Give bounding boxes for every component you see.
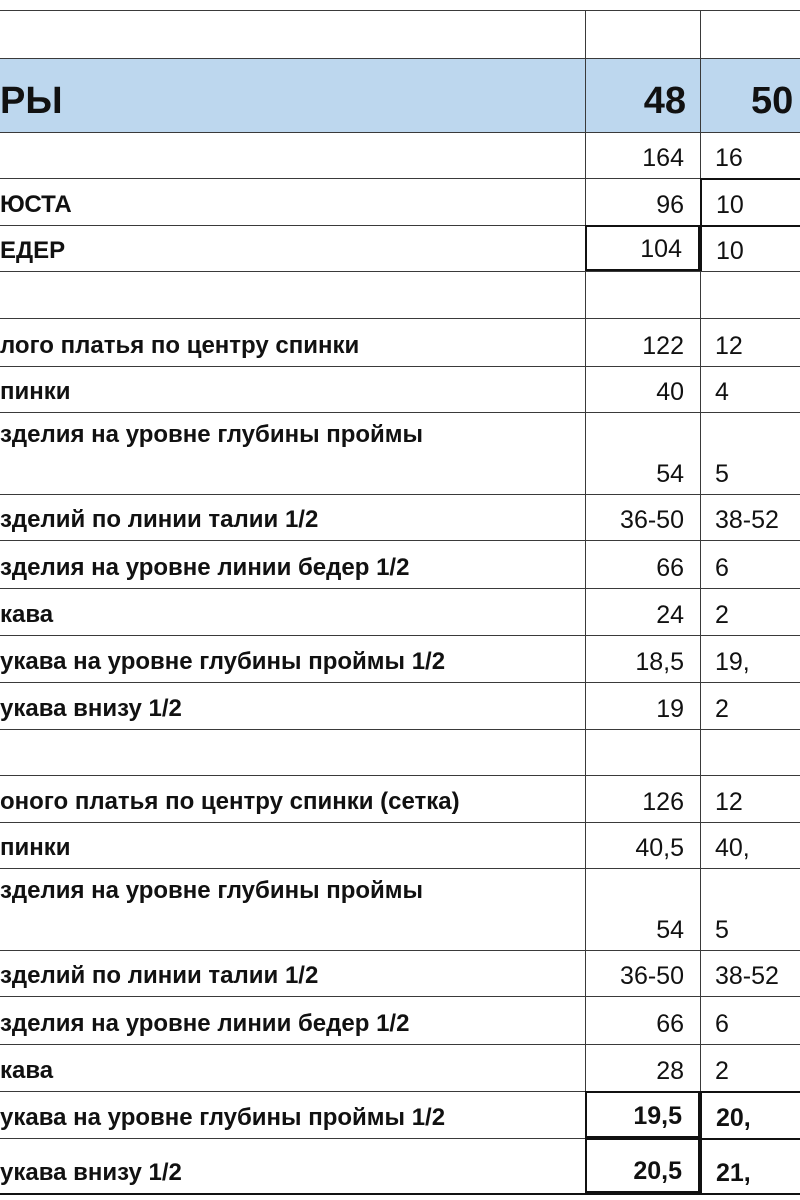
size-48-value: 24 <box>656 601 684 629</box>
size-50-cell <box>700 950 800 996</box>
size-48-value: 40,5 <box>635 834 684 862</box>
size-48-cell <box>585 494 700 540</box>
table-row <box>0 775 800 822</box>
measurement-label: кава <box>0 601 54 628</box>
size-50-value: 38-52 <box>715 506 779 534</box>
label-cell <box>0 996 585 1044</box>
size-48-cell <box>585 775 700 822</box>
size-50-cell <box>700 822 800 868</box>
size-48-cell <box>585 318 700 366</box>
size-50-value: 12 <box>715 332 743 360</box>
label-cell <box>0 225 585 271</box>
measurement-label: укава на уровне глубины проймы 1/2 <box>0 1104 446 1131</box>
size-50-value: 2 <box>715 601 729 629</box>
size-50-value: 10 <box>716 191 744 219</box>
label-cell <box>0 366 585 412</box>
table-row <box>0 822 800 868</box>
size-50-cell <box>700 996 800 1044</box>
measurement-label: пинки <box>0 834 71 861</box>
table-row <box>0 950 800 996</box>
label-cell <box>0 1091 585 1138</box>
size-50-cell <box>700 775 800 822</box>
header-size-50: 50 <box>751 80 794 122</box>
size-48-cell <box>585 225 700 271</box>
size-50-cell <box>700 588 800 635</box>
table-row <box>0 271 800 318</box>
size-50-value: 4 <box>715 378 729 406</box>
label-cell <box>0 868 585 950</box>
size-48-value: 19,5 <box>633 1102 682 1130</box>
table-row <box>0 318 800 366</box>
table-row <box>0 178 800 225</box>
label-cell <box>0 822 585 868</box>
header-row <box>0 58 800 132</box>
size-50-cell <box>700 366 800 412</box>
size-48-value: 28 <box>656 1057 684 1085</box>
size-48-cell <box>585 588 700 635</box>
label-cell <box>0 494 585 540</box>
size-50-cell <box>700 868 800 950</box>
size-48-value: 104 <box>640 235 682 263</box>
table-bottom-border <box>0 1193 800 1195</box>
size-50-value: 21, <box>716 1159 751 1187</box>
label-cell <box>0 682 585 729</box>
size-48-cell <box>585 540 700 588</box>
table-row <box>0 494 800 540</box>
label-cell <box>0 540 585 588</box>
size-48-value: 122 <box>642 332 684 360</box>
measurement-label: укава на уровне глубины проймы 1/2 <box>0 648 446 675</box>
size-50-cell <box>700 1091 800 1138</box>
label-cell <box>0 10 585 58</box>
size-48-cell <box>585 1138 700 1193</box>
size-48-value: 66 <box>656 554 684 582</box>
size-48-value: 36-50 <box>620 962 684 990</box>
measurement-label: зделия на уровне линии бедер 1/2 <box>0 1010 410 1037</box>
size-48-cell <box>585 996 700 1044</box>
size-50-cell <box>700 494 800 540</box>
label-cell <box>0 318 585 366</box>
table-row <box>0 1138 800 1193</box>
size-48-cell <box>585 271 700 318</box>
measurement-label: лого платья по центру спинки <box>0 332 360 359</box>
measurement-label: зделия на уровне глубины проймы <box>0 877 424 904</box>
size-50-value: 2 <box>715 1057 729 1085</box>
table-row <box>0 729 800 775</box>
size-48-cell <box>585 412 700 494</box>
table-row <box>0 1044 800 1091</box>
size-50-cell <box>700 635 800 682</box>
table-row <box>0 132 800 178</box>
size-48-cell <box>585 132 700 178</box>
table-row <box>0 868 800 950</box>
measurement-label: кава <box>0 1057 54 1084</box>
measurement-label: укава внизу 1/2 <box>0 1159 182 1186</box>
label-cell <box>0 178 585 225</box>
size-48-value: 20,5 <box>633 1157 682 1185</box>
header-label-cell <box>0 58 585 132</box>
table-row <box>0 366 800 412</box>
label-cell <box>0 635 585 682</box>
size-50-value: 6 <box>715 1010 729 1038</box>
label-cell <box>0 132 585 178</box>
measurement-label: зделий по линии талии 1/2 <box>0 962 319 989</box>
table-row <box>0 588 800 635</box>
size-48-value: 96 <box>656 191 684 219</box>
size-48-value: 40 <box>656 378 684 406</box>
size-48-value: 54 <box>656 460 684 488</box>
size-50-cell <box>700 178 800 225</box>
header-size-50-cell <box>700 58 800 132</box>
size-50-cell <box>700 225 800 271</box>
measurement-label: ЮСТА <box>0 191 72 218</box>
label-cell <box>0 950 585 996</box>
table-row <box>0 1091 800 1138</box>
size-48-cell <box>585 868 700 950</box>
measurement-label: зделий по линии талии 1/2 <box>0 506 319 533</box>
size-48-value: 66 <box>656 1010 684 1038</box>
size-50-cell <box>700 729 800 775</box>
size-50-cell <box>700 318 800 366</box>
size-48-cell <box>585 1044 700 1091</box>
table-row <box>0 682 800 729</box>
size-48-cell <box>585 10 700 58</box>
size-50-cell <box>700 10 800 58</box>
size-48-cell <box>585 822 700 868</box>
size-48-cell <box>585 1091 700 1138</box>
size-50-value: 12 <box>715 788 743 816</box>
label-cell <box>0 1138 585 1193</box>
header-size-48: 48 <box>643 80 686 122</box>
measurement-label: пинки <box>0 378 71 405</box>
header-label: РЫ <box>0 80 63 122</box>
table-row <box>0 540 800 588</box>
size-50-value: 10 <box>716 237 744 265</box>
label-cell <box>0 775 585 822</box>
measurement-label: ЕДЕР <box>0 237 66 264</box>
measurement-label: зделия на уровне глубины проймы <box>0 421 424 448</box>
size-50-value: 5 <box>715 916 729 944</box>
size-50-value: 38-52 <box>715 962 779 990</box>
measurement-label: зделия на уровне линии бедер 1/2 <box>0 554 410 581</box>
table-row-top-blank <box>0 10 800 58</box>
size-48-cell <box>585 635 700 682</box>
size-48-value: 36-50 <box>620 506 684 534</box>
size-50-cell <box>700 1044 800 1091</box>
table-row <box>0 412 800 494</box>
size-50-value: 20, <box>716 1104 751 1132</box>
size-50-cell <box>700 412 800 494</box>
size-48-value: 18,5 <box>635 648 684 676</box>
label-cell <box>0 729 585 775</box>
size-48-value: 164 <box>642 144 684 172</box>
header-size-48-cell <box>585 58 700 132</box>
size-48-cell <box>585 950 700 996</box>
size-50-cell <box>700 271 800 318</box>
size-50-value: 6 <box>715 554 729 582</box>
label-cell <box>0 1044 585 1091</box>
size-48-cell <box>585 366 700 412</box>
size-50-value: 2 <box>715 695 729 723</box>
measurement-label: укава внизу 1/2 <box>0 695 182 722</box>
size-50-value: 19, <box>715 648 750 676</box>
size-50-value: 5 <box>715 460 729 488</box>
size-50-cell <box>700 540 800 588</box>
measurement-label: оного платья по центру спинки (сетка) <box>0 788 460 815</box>
size-48-value: 126 <box>642 788 684 816</box>
label-cell <box>0 588 585 635</box>
table-row <box>0 996 800 1044</box>
size-48-value: 19 <box>656 695 684 723</box>
size-48-value: 54 <box>656 916 684 944</box>
size-50-value: 16 <box>715 144 743 172</box>
table-row <box>0 635 800 682</box>
size-50-cell <box>700 132 800 178</box>
label-cell <box>0 271 585 318</box>
size-50-cell <box>700 1138 800 1193</box>
size-48-cell <box>585 178 700 225</box>
size-48-cell <box>585 682 700 729</box>
label-cell <box>0 412 585 494</box>
size-50-cell <box>700 682 800 729</box>
size-50-value: 40, <box>715 834 750 862</box>
size-48-cell <box>585 729 700 775</box>
table-row <box>0 225 800 271</box>
